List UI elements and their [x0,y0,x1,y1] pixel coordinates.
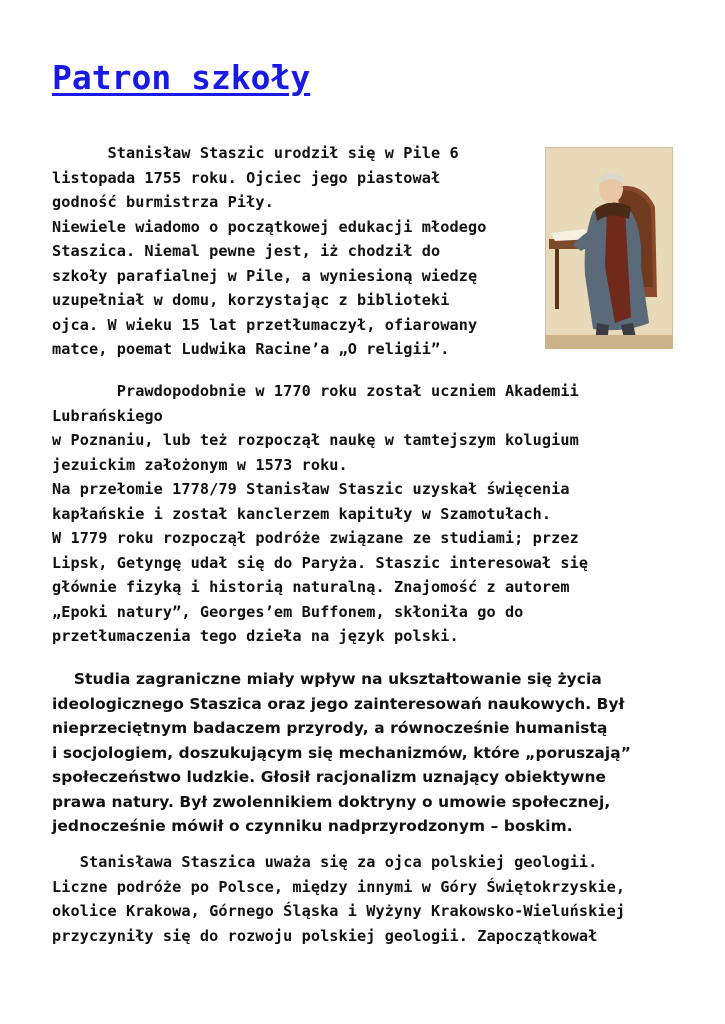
text-line: przyczyniły się do rozwoju polskiej geologii. Zapoczątkował [52,926,598,945]
text-line: jednocześnie mówił o czynniku nadprzyrodzonym – boskim. [52,817,573,835]
text-line: prawa natury. Był zwolennikiem doktryny o umowie społecznej, [52,792,611,811]
text-line: „Epoki natury”, Georges’em Buffonem, skłoniła go do [52,602,524,621]
text-line: Na przełomie 1778/79 Stanisław Staszic uzyskał święcenia [52,480,570,498]
page-title[interactable]: Patron szkoły [52,58,311,97]
text-line: jezuickim założonym w 1573 roku. [52,455,348,474]
text-line: kapłańskie i został kanclerzem kapituły w Szamotułach. [52,504,552,523]
paragraph-4 [52,850,672,948]
text-line: W 1779 roku rozpoczął podróże związane ze studiami; przez [52,529,579,547]
text-line: nieprzeciętnym badaczem przyrody, a równocześnie humanistą [52,719,608,737]
text-line: Prawdopodobnie w 1770 roku został uczniem Akademii [52,382,579,400]
text-line: i socjologiem, doszukującym się mechanizmów, które „poruszają” [52,743,631,762]
text-line: okolice Krakowa, Górnego Śląska i Wyżyny Krakowsko-Wieluńskiej [52,902,626,920]
text-line: przetłumaczenia tego dzieła na język polski. [52,627,459,645]
text-line: uzupełniał w domu, korzystając z biblioteki [52,291,450,309]
text-line: Liczne podróże po Polsce, między innymi w Góry Świętokrzyskie, [52,877,626,896]
text-line: Niewiele wiadomo o początkowej edukacji młodego [52,217,487,236]
text-line: listopada 1755 roku. Ojciec jego piastował [52,168,441,187]
text-line: godność burmistrza Piły. [52,193,274,211]
text-line: w Poznaniu, lub też rozpoczął naukę w tamtejszym kolugium [52,431,579,449]
paragraph-1 [52,141,525,362]
text-line: szkoły parafialnej w Pile, a wyniesioną wiedzę [52,266,478,285]
paragraph-3 [52,667,672,839]
text-line: Stanisława Staszica uważa się za ojca polskiej geologii. [52,853,598,871]
text-line: społeczeństwo ludzkie. Głosił racjonalizm uznający obiektywne [52,768,607,786]
text-line: Lubrańskiego [52,406,163,425]
text-line: matce, poemat Ludwika Racine’a „O religii”. [52,340,450,358]
portrait-image [545,147,673,349]
text-line: głównie fizyką i historią naturalną. Znajomość z autorem [52,578,570,596]
text-line: ideologicznego Staszica oraz jego zainteresowań naukowych. Był [52,694,625,713]
text-line: Staszica. Niemal pewne jest, iż chodził do [52,242,441,260]
paragraph-2 [52,379,672,649]
text-line: Lipsk, Getyngę udał się do Paryża. Staszic interesował się [52,553,589,572]
text-line: Studia zagraniczne miały wpływ na ukształtowanie się życia [52,670,602,688]
text-line: ojca. W wieku 15 lat przetłumaczył, ofiarowany [52,315,478,334]
text-line: Stanisław Staszic urodził się w Pile 6 [52,144,459,162]
